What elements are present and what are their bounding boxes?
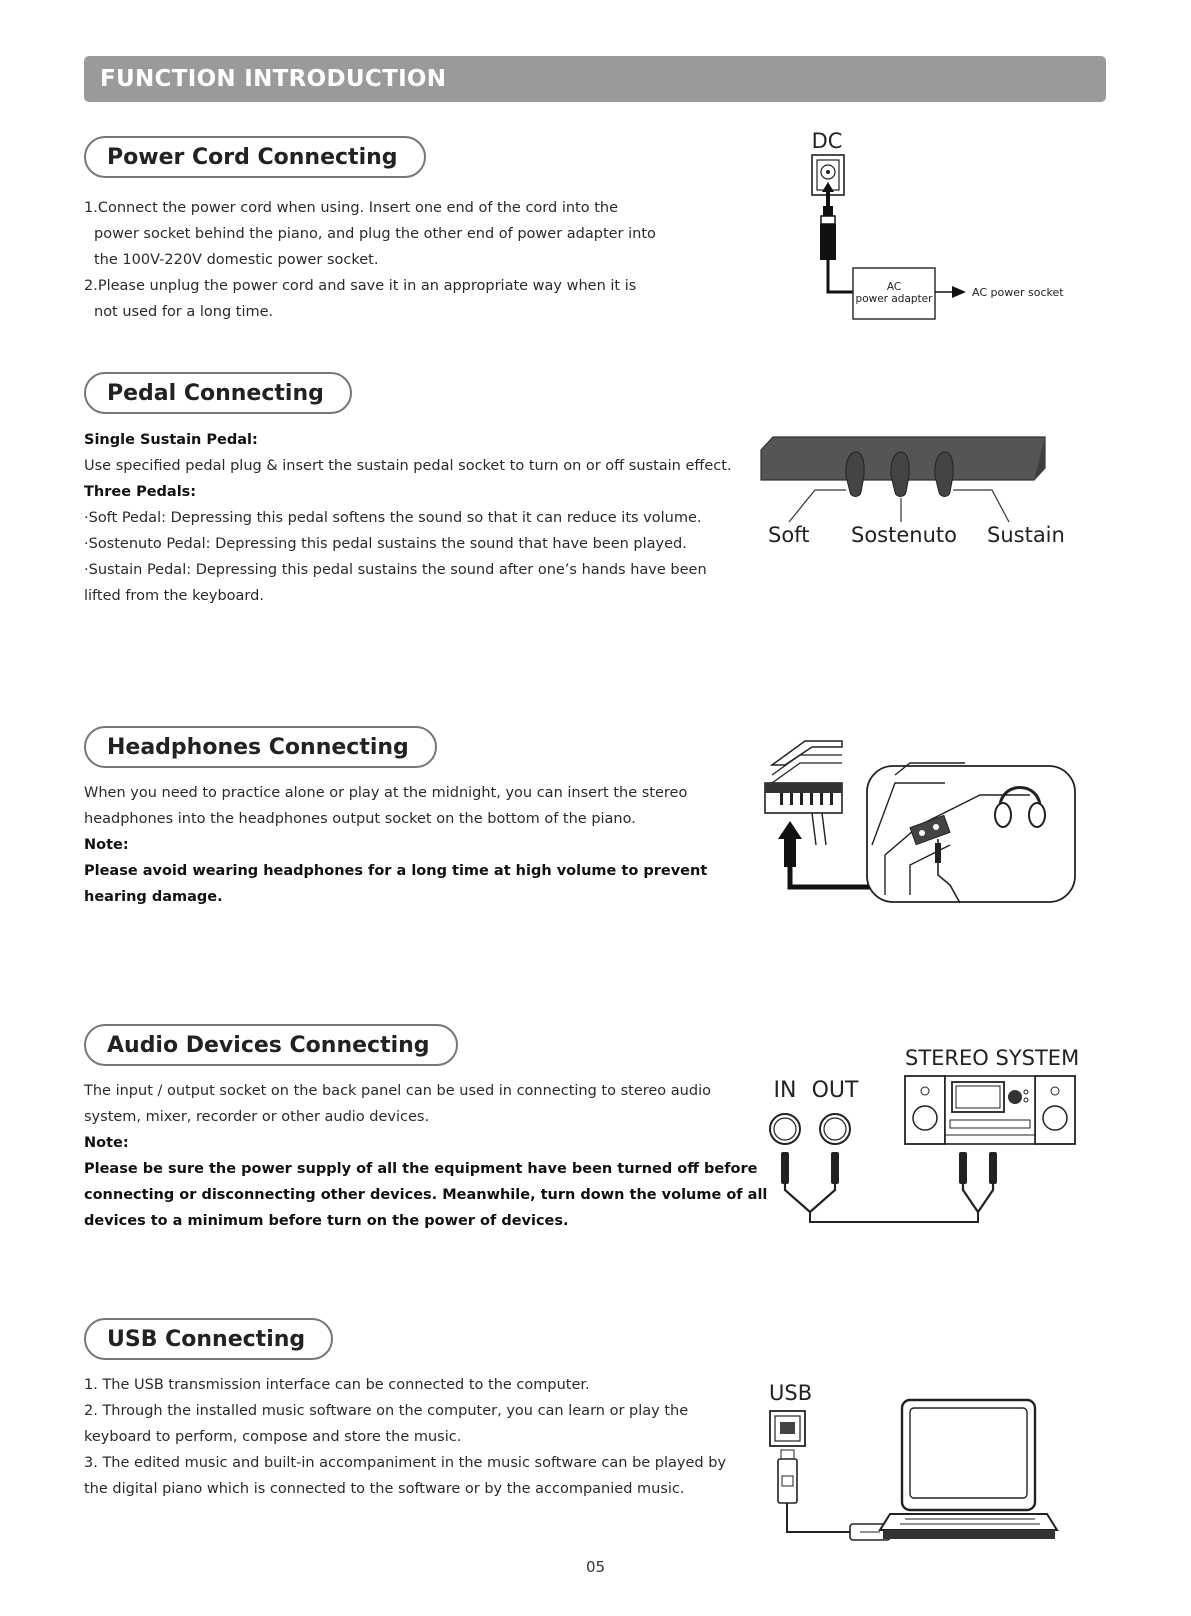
stereo-system-icon — [905, 1076, 1075, 1144]
arrow-right-icon — [952, 286, 966, 298]
power-line-4: 2.Please unplug the power cord and save it in an appropriate way when it is — [84, 278, 637, 294]
out-jack-icon — [820, 1114, 850, 1144]
usb-line-1: 1. The USB transmission interface can be connected to the computer. — [84, 1377, 590, 1393]
usb-line-5: the digital piano which is connected to the software or by the accompanied music. — [84, 1481, 685, 1497]
pedal-sostenuto-icon — [891, 452, 909, 497]
pedal-soft-icon — [846, 452, 864, 497]
usb-line-2: 2. Through the installed music software on the computer, you can learn or play the — [84, 1403, 689, 1419]
pedal-sustain-icon — [935, 452, 953, 497]
power-line-1: 1.Connect the power cord when using. Insert one end of the cord into the — [84, 200, 618, 216]
ac-socket-label: AC power socket — [972, 286, 1064, 299]
usb-diagram — [765, 1378, 1075, 1553]
audio-note-line-2: connecting or disconnecting other devices. Meanwhile, turn down the volume of all — [84, 1187, 768, 1203]
stereo-label: STEREO SYSTEM — [905, 1046, 1080, 1070]
headphones-note-line-2: hearing damage. — [84, 889, 223, 905]
rca-cable-left-icon — [781, 1152, 839, 1212]
in-label: IN — [773, 1078, 797, 1103]
headphones-line-1: When you need to practice alone or play at the midnight, you can insert the stereo — [84, 785, 688, 801]
power-line-2: power socket behind the piano, and plug the other end of power adapter into — [94, 226, 656, 242]
soft-pedal-item: ·Soft Pedal: Depressing this pedal softens the sound so that it can reduce its volume. — [84, 510, 702, 526]
sustain-pedal-tail: lifted from the keyboard. — [84, 588, 264, 604]
audio-note-label: Note: — [84, 1135, 129, 1151]
power-cord-text — [84, 195, 734, 325]
audio-line-2: system, mixer, recorder or other audio devices. — [84, 1109, 430, 1125]
rca-cable-right-icon — [959, 1152, 997, 1212]
sustain-pedal-item: ·Sustain Pedal: Depressing this pedal sustains the sound after one’s hands have been — [84, 562, 707, 578]
out-label: OUT — [811, 1078, 859, 1103]
pedal-text — [84, 427, 764, 609]
usb-label: USB — [769, 1381, 813, 1405]
single-pedal-heading: Single Sustain Pedal: — [84, 432, 258, 448]
usb-cable — [787, 1503, 850, 1532]
dc-label: DC — [811, 129, 843, 153]
audio-line-1: The input / output socket on the back panel can be used in connecting to stereo audio — [84, 1083, 711, 1099]
in-jack-icon — [770, 1114, 800, 1144]
audio-heading: Audio Devices Connecting — [84, 1024, 458, 1066]
headphones-diagram — [760, 735, 1080, 910]
usb-text — [84, 1372, 774, 1502]
power-cord-diagram — [780, 122, 1100, 337]
power-line-3: the 100V-220V domestic power socket. — [94, 252, 379, 268]
headphones-heading: Headphones Connecting — [84, 726, 437, 768]
power-line-5: not used for a long time. — [94, 304, 274, 320]
sostenuto-label: Sostenuto — [851, 523, 957, 547]
page-title: FUNCTION INTRODUCTION — [100, 66, 447, 92]
ac-label: AC — [886, 281, 902, 293]
power-cable — [828, 260, 853, 292]
pedal-heading: Pedal Connecting — [84, 372, 352, 414]
usb-port-icon — [770, 1411, 805, 1446]
audio-diagram — [770, 1040, 1090, 1230]
audio-note-line-1: Please be sure the power supply of all the equipment have been turned off before — [84, 1161, 758, 1177]
usb-line-4: 3. The edited music and built-in accompaniment in the music software can be played by — [84, 1455, 727, 1471]
laptop-icon — [880, 1400, 1057, 1539]
audio-note-line-3: devices to a minimum before turn on the power of devices. — [84, 1213, 569, 1229]
sostenuto-pedal-item: ·Sostenuto Pedal: Depressing this pedal sustains the sound that have been played. — [84, 536, 687, 552]
audio-text — [84, 1078, 774, 1234]
headphones-line-2: headphones into the headphones output socket on the bottom of the piano. — [84, 811, 636, 827]
single-pedal-text: Use specified pedal plug & insert the sustain pedal socket to turn on or off sustain effect. — [84, 458, 732, 474]
arrow-up-icon — [778, 821, 802, 839]
three-pedal-heading: Three Pedals: — [84, 484, 197, 500]
audio-cable — [810, 1212, 978, 1222]
usb-b-plug-icon — [778, 1450, 797, 1503]
usb-heading: USB Connecting — [84, 1318, 333, 1360]
soft-label: Soft — [768, 523, 810, 547]
headphones-text — [84, 780, 734, 910]
headphones-note-label: Note: — [84, 837, 129, 853]
piano-keyboard-icon — [765, 741, 842, 845]
section-banner — [84, 56, 1106, 102]
sustain-label: Sustain — [987, 523, 1065, 547]
adapter-label: power adapter — [855, 293, 933, 305]
dc-plug-icon — [820, 182, 836, 260]
power-cord-heading: Power Cord Connecting — [84, 136, 426, 178]
zoom-detail-box — [867, 766, 1075, 902]
connector-line — [790, 865, 872, 887]
page-number: 05 — [585, 1558, 606, 1576]
pedal-diagram — [755, 430, 1085, 565]
headphones-note-line-1: Please avoid wearing headphones for a long time at high volume to prevent — [84, 863, 708, 879]
usb-line-3: keyboard to perform, compose and store the music. — [84, 1429, 462, 1445]
